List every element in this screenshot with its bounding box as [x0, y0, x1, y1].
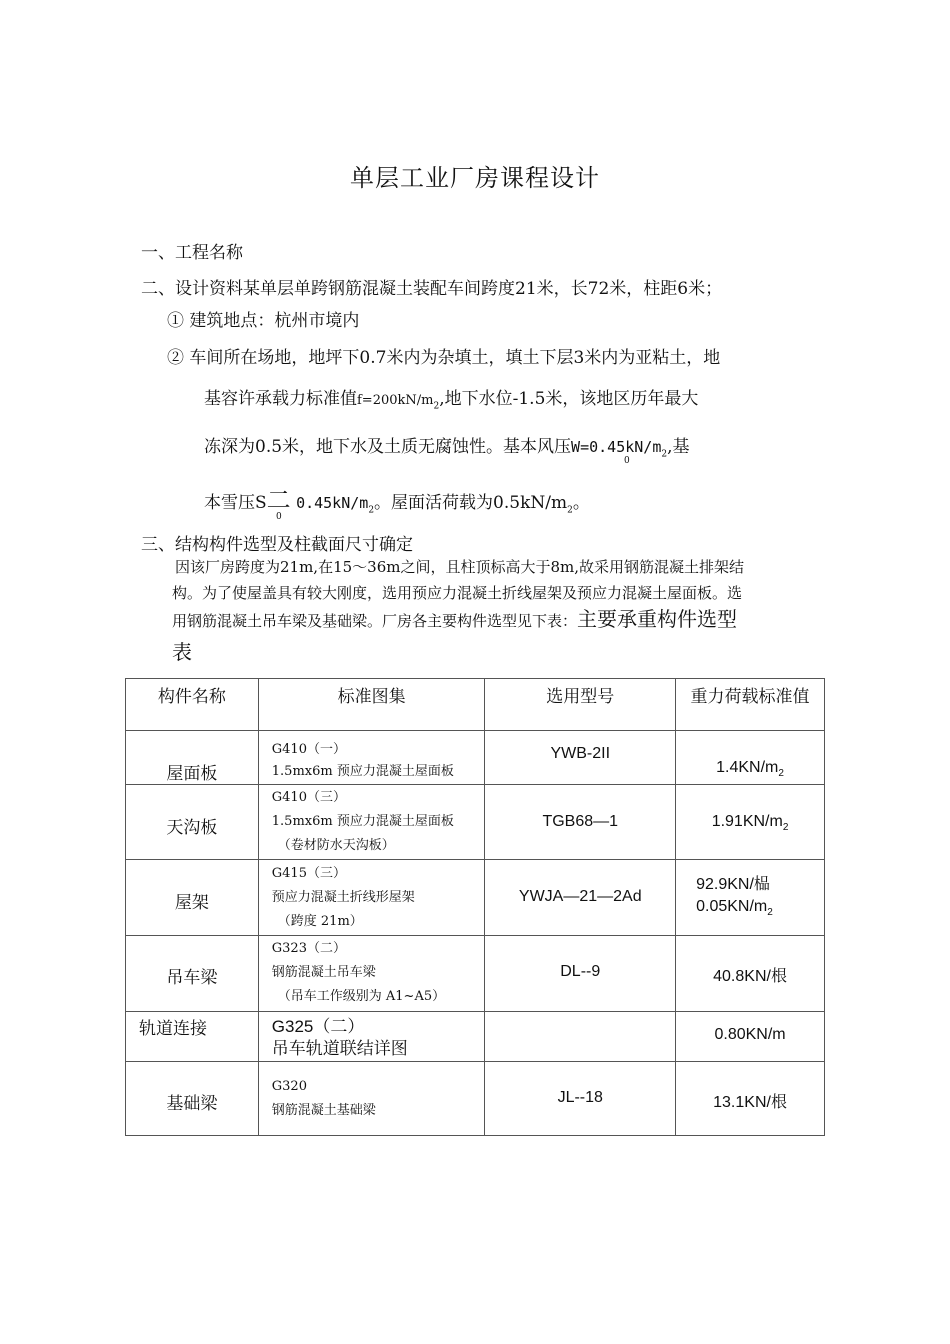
- cell-atlas: G325（二） 吊车轨道联结详图: [258, 1012, 485, 1062]
- cell-load: 92.9KN/榀 $0.05KN/m_2$: [676, 860, 825, 936]
- table-caption-end: 表: [172, 640, 192, 664]
- item-site: ② 车间所在场地，地坪下0.7米内为杂填土，填土下层3米内为亚粘土，地: [167, 348, 721, 368]
- site-line-4: [204, 488, 590, 515]
- site-line-3: [204, 432, 690, 459]
- roof-load-sup: 2: [567, 505, 573, 516]
- cell-load: 13.1KN/根: [676, 1062, 825, 1136]
- header-model: 选用型号: [485, 679, 676, 731]
- bearing-sup: 2: [433, 401, 440, 412]
- cell-atlas: G410（三） 1.5mx6m 预应力混凝土屋面板 （卷材防水天沟板）: [258, 785, 485, 860]
- table-row: [126, 1012, 825, 1062]
- table-header-row: [126, 679, 825, 731]
- section-1-heading: 一、工程名称: [141, 243, 243, 263]
- snow-symbol: S: [255, 493, 267, 513]
- site-line-2: [204, 384, 698, 411]
- cell-load: $1.4KN/m_2$: [676, 731, 825, 785]
- cell-atlas: G410（一） 1.5mx6m 预应力混凝土屋面板: [258, 731, 485, 785]
- component-table: [125, 678, 825, 1136]
- snow-eq: 二: [266, 486, 291, 514]
- cell-name: 基础梁: [126, 1062, 259, 1136]
- wind-subscript: 0: [624, 456, 630, 466]
- header-name: 构件名称: [126, 679, 259, 731]
- site-line-2-text-b: ,地下水位-1.5米，该地区历年最大: [439, 389, 699, 409]
- cell-load: 0.80KN/m: [676, 1012, 825, 1062]
- table-caption: 主要承重构件选型: [577, 607, 738, 631]
- page-title: 单层工业厂房课程设计: [350, 164, 600, 192]
- cell-model: YWB-2II: [485, 731, 676, 785]
- snow-subscript: 0: [276, 512, 282, 522]
- cell-model: JL--18: [485, 1062, 676, 1136]
- header-load: 重力荷载标准值: [676, 679, 825, 731]
- snow-sup: 2: [368, 505, 375, 516]
- cell-atlas: G415（三） 预应力混凝土折线形屋架 （跨度 21m）: [258, 860, 485, 936]
- wind-sup: 2: [661, 449, 668, 460]
- section-3-para-1: 因该厂房跨度为21m,在15～36m之间，且柱顶标高大于8m,故采用钢筋混凝土排架结: [175, 558, 745, 576]
- table-row: [126, 785, 825, 860]
- section-3-para-2: 构。为了使屋盖具有较大刚度，选用预应力混凝土折线屋架及预应力混凝土屋面板。选: [172, 584, 743, 602]
- site-line-2-text-a: 基容许承载力标准值: [204, 389, 357, 409]
- cell-model: DL--9: [485, 936, 676, 1012]
- section-3-para-3: [172, 607, 737, 634]
- section-3-para-3-text: 用钢筋混凝土吊车梁及基础梁。厂房各主要构件选型见下表：: [172, 612, 578, 630]
- cell-name: 屋架: [126, 860, 259, 936]
- cell-atlas: G320 钢筋混凝土基础梁: [258, 1062, 485, 1136]
- bearing-value: f=200kN/m: [357, 393, 434, 408]
- cell-name: 轨道连接: [126, 1012, 259, 1062]
- item-location: ① 建筑地点：杭州市境内: [167, 311, 360, 331]
- cell-model: YWJA—21—2Ad: [485, 860, 676, 936]
- cell-load: $1.91KN/m_2$: [676, 785, 825, 860]
- section-2-heading: 二、设计资料某单层单跨钢筋混凝土装配车间跨度21米，长72米，柱距6米；: [141, 279, 723, 299]
- wind-value: W=0.45kN/m: [571, 438, 662, 456]
- cell-name: 吊车梁: [126, 936, 259, 1012]
- site-line-3-text-a: 冻深为0.5米，地下水及土质无腐蚀性。基本风压: [204, 437, 572, 457]
- roof-load-text: 。屋面活荷载为0.5kN/m: [374, 493, 568, 513]
- snow-value: 0.45kN/m: [296, 494, 369, 512]
- cell-atlas: G323（二） 钢筋混凝土吊车梁 （吊车工作级别为 A1~A5）: [258, 936, 485, 1012]
- cell-load: 40.8KN/根: [676, 936, 825, 1012]
- header-atlas: 标准图集: [258, 679, 485, 731]
- table-row: [126, 731, 825, 785]
- table-row: [126, 860, 825, 936]
- cell-name: 屋面板: [126, 731, 259, 785]
- roof-load-end: 。: [572, 493, 590, 513]
- section-3-heading: 三、结构构件选型及柱截面尺寸确定: [141, 535, 413, 555]
- snow-label: 本雪压: [204, 493, 255, 513]
- table-row: [126, 1062, 825, 1136]
- site-line-3-text-b: ,基: [667, 437, 690, 457]
- cell-model: TGB68—1: [485, 785, 676, 860]
- cell-model: [485, 1012, 676, 1062]
- cell-name: 天沟板: [126, 785, 259, 860]
- table-row: [126, 936, 825, 1012]
